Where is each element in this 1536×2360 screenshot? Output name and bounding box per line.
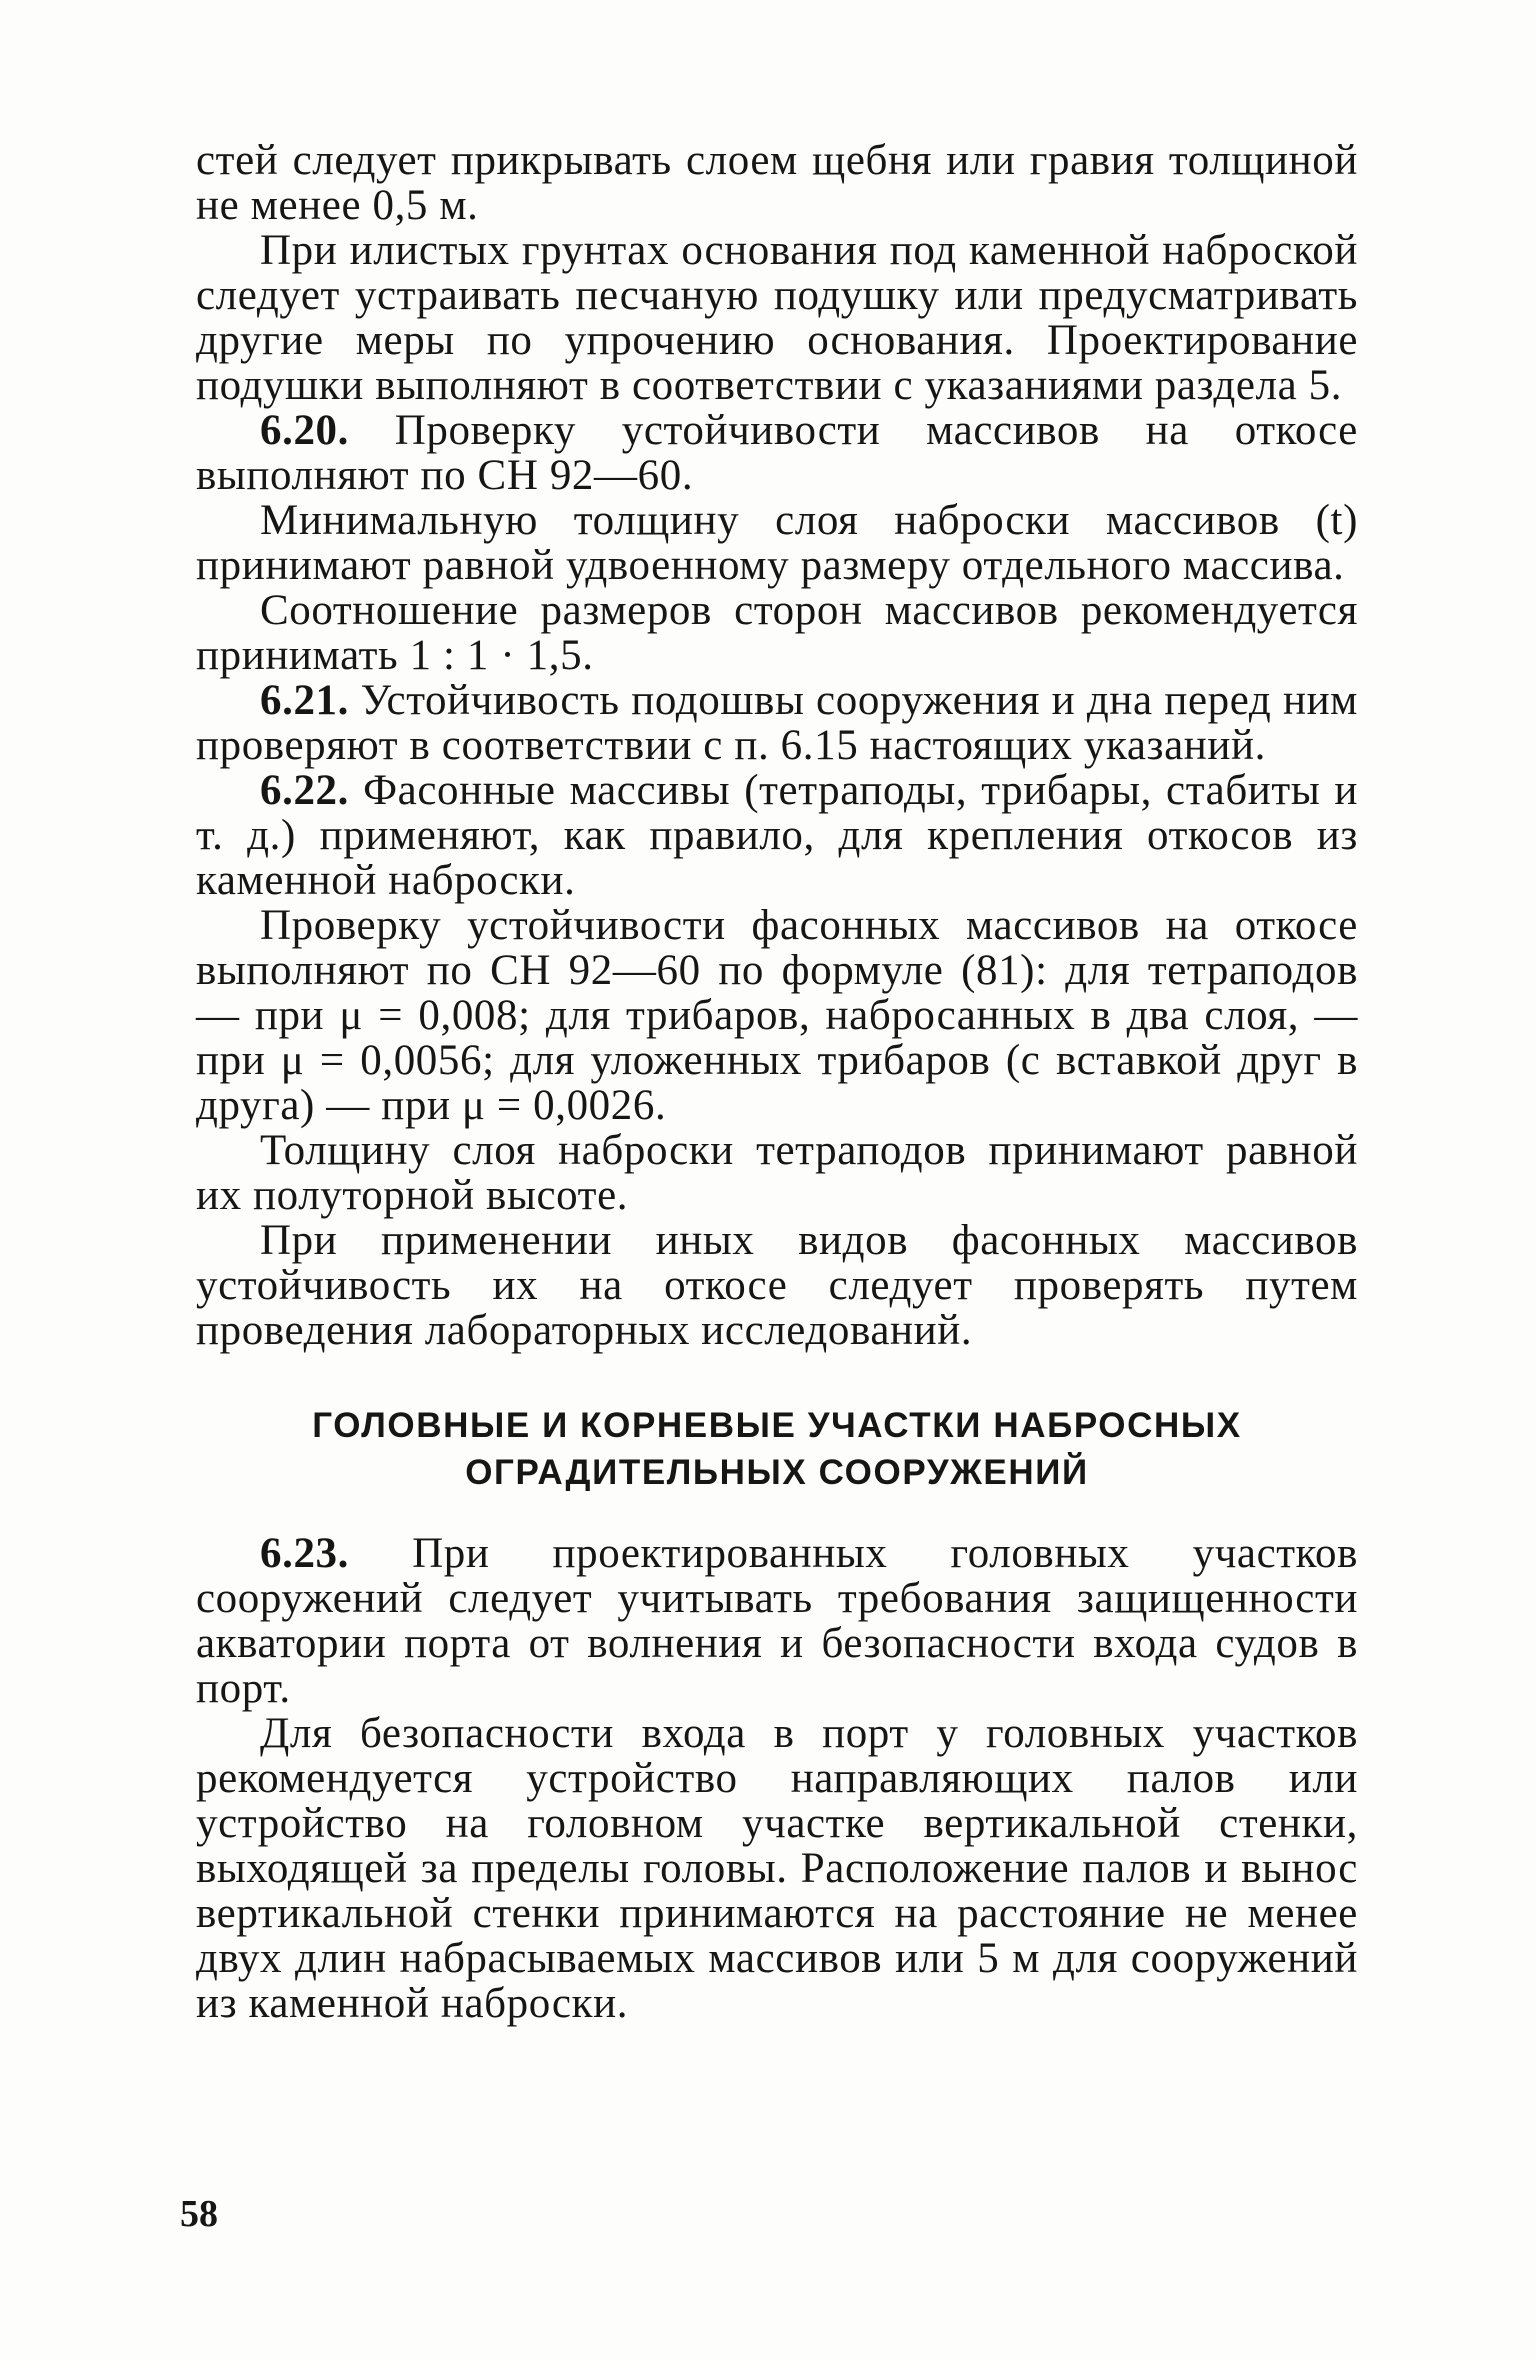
page-body — [196, 138, 1358, 2026]
paragraph-3: Минимальную толщину слоя наброски массивов (t) принимают равной удвоенному размеру отдельного массива. — [196, 497, 1358, 589]
paragraph-6-20: 6.20. Проверку устойчивости массивов на откосе выполняют по СН 92—60. — [196, 407, 1358, 499]
paragraph-9: При применении иных видов фасонных массивов устойчивость их на откосе следует проверять путем проведения лабораторных исследований. — [196, 1217, 1358, 1354]
section-heading-line-1: ГОЛОВНЫЕ И КОРНЕВЫЕ УЧАСТКИ НАБРОСНЫХ — [312, 1406, 1242, 1445]
clause-number: 6.21. — [260, 677, 349, 724]
paragraph-6-22: 6.22. Фасонные массивы (тетраподы, трибары, стабиты и т. д.) применяют, как правило, для крепления откосов из каменной наброски. — [196, 767, 1358, 904]
clause-number: 6.23. — [260, 1530, 349, 1577]
clause-number: 6.20. — [260, 407, 349, 454]
section-heading — [196, 1402, 1358, 1496]
clause-number: 6.22. — [260, 767, 349, 814]
paragraph-4: Соотношение размеров сторон массивов рекомендуется принимать 1 : 1 · 1,5. — [196, 587, 1358, 679]
paragraph-6-21: 6.21. Устойчивость подошвы сооружения и дна перед ним проверяют в соответствии с п. 6.15 настоящих указаний. — [196, 677, 1358, 769]
paragraph-7: Проверку устойчивости фасонных массивов на откосе выполняют по СН 92—60 по формуле (81): для тетраподов — при μ = 0,008; для трибаров, набросанных в два слоя, — при μ = 0,0056; для уложенных трибаров (с вставкой друг в друга) — при μ = 0,0026. — [196, 902, 1358, 1129]
paragraph-8: Толщину слоя наброски тетраподов принимают равной их полуторной высоте. — [196, 1127, 1358, 1219]
section-heading-line-2: ОГРАДИТЕЛЬНЫХ СООРУЖЕНИЙ — [465, 1453, 1089, 1492]
paragraph-6-23: 6.23. При проектированных головных участков сооружений следует учитывать требования защищенности акватории порта от волнения и безопасности входа судов в порт. — [196, 1530, 1358, 1712]
paragraph-0: стей следует прикрывать слоем щебня или гравия толщиной не менее 0,5 м. — [196, 137, 1358, 229]
paragraph-after-1: Для безопасности входа в порт у головных участков рекомендуется устройство направляющих палов или устройство на головном участке вертикальной стенки, выходящей за пределы головы. Расположение палов и вынос вертикальной стенки принимаются на расстояние не менее двух длин набрасываемых массивов или 5 м для сооружений из каменной наброски. — [196, 1710, 1358, 2027]
page-number: 58 — [180, 2193, 218, 2235]
paragraph-1: При илистых грунтах основания под каменной наброской следует устраивать песчаную подушку или предусматривать другие меры по упрочению основания. Проектирование подушки выполняют в соответствии с указаниями раздела 5. — [196, 227, 1358, 409]
